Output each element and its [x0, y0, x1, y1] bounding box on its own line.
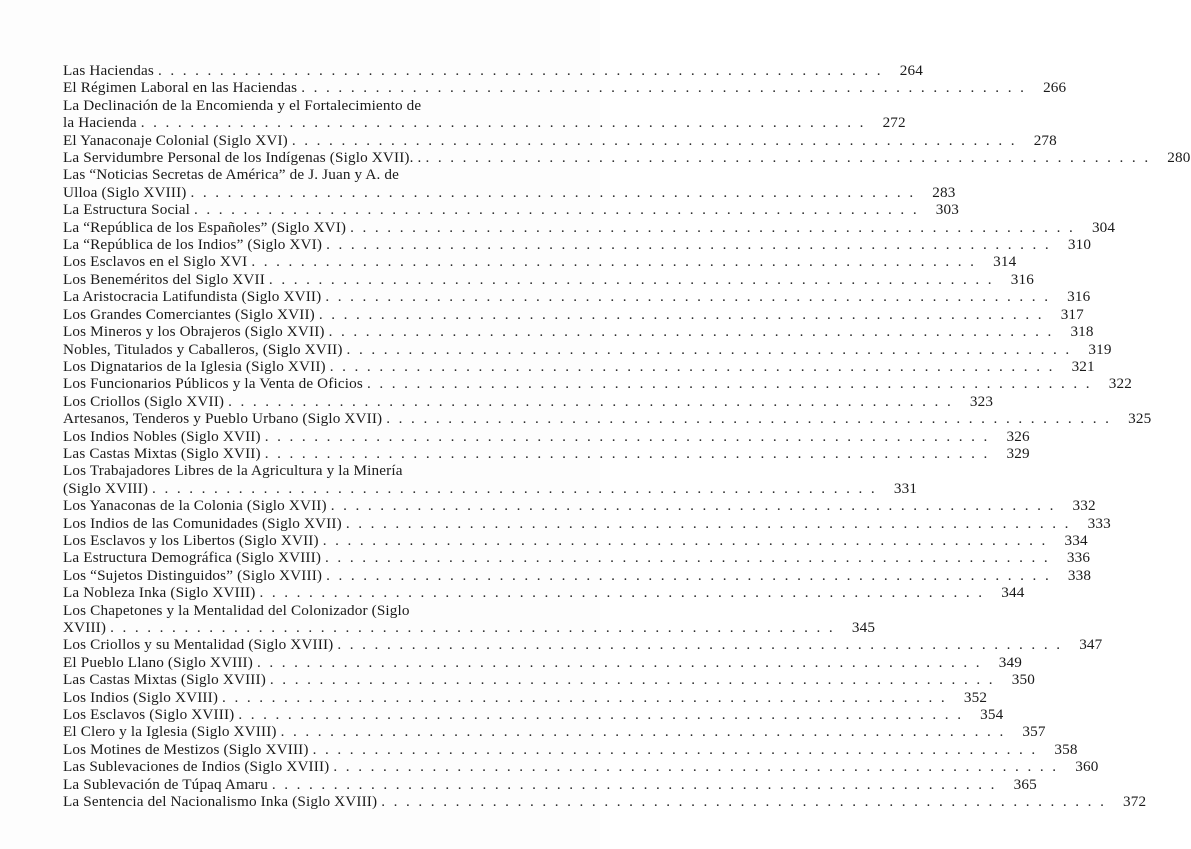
dot-leader: . . . . . . . . . . . . . . . . . . . . . . . . . . . . . . . . . . . . . . . . . . . . . . . . . . . . . . . . . . .: [301, 79, 1027, 97]
dot-leader: . . . . . . . . . . . . . . . . . . . . . . . . . . . . . . . . . . . . . . . . . . . . . . . . . . . . . . . . . . .: [326, 236, 1052, 254]
toc-entry-last-line: [63, 531, 1088, 549]
toc-entry: [63, 671, 1035, 689]
toc-entry: [63, 531, 1088, 549]
dot-leader: . . . . . . . . . . . . . . . . . . . . . . . . . . . . . . . . . . . . . . . . . . . . . . . . . . . . . . . . . . .: [386, 410, 1112, 428]
dot-leader: . . . . . . . . . . . . . . . . . . . . . . . . . . . . . . . . . . . . . . . . . . . . . . . . . . . . . . . . . . .: [366, 375, 1092, 393]
toc-entry-title: Ulloa (Siglo XVIII): [63, 183, 187, 201]
toc-entry-last-line: [63, 444, 1030, 462]
dot-leader: . . . . . . . . . . . . . . . . . . . . . . . . . . . . . . . . . . . . . . . . . . . . . . . . . . . . . . . . . . .: [228, 392, 954, 410]
toc-page-number: 372: [1123, 793, 1147, 811]
toc-entry-last-line: [63, 671, 1035, 689]
toc-entry-title: Los “Sujetos Distinguidos” (Siglo XVIII): [63, 566, 323, 584]
toc-entry-title: La “República de los Españoles” (Siglo XVI): [63, 218, 347, 236]
toc-entry: [63, 653, 1022, 671]
dot-leader: . . . . . . . . . . . . . . . . . . . . . . . . . . . . . . . . . . . . . . . . . . . . . . . . . . . . . . . . . . .: [425, 149, 1151, 167]
toc-entry: [63, 305, 1084, 323]
toc-entry-last-line: [63, 149, 1191, 167]
toc-entry-last-line: [63, 357, 1095, 375]
toc-entry-last-line: [63, 305, 1084, 323]
toc-entry-title: La Sentencia del Nacionalismo Inka (Siglo XVIII): [63, 793, 378, 811]
toc-entry-last-line: [63, 758, 1099, 776]
toc-entry: [63, 444, 1030, 462]
toc-entry-title: Los Grandes Comerciantes (Siglo XVII): [63, 305, 315, 323]
toc-entry-title: la Hacienda: [63, 114, 137, 132]
toc-page-number: 314: [993, 253, 1017, 271]
toc-entry-last-line: [63, 236, 1092, 254]
toc-page-number: 317: [1060, 305, 1084, 323]
dot-leader: . . . . . . . . . . . . . . . . . . . . . . . . . . . . . . . . . . . . . . . . . . . . . . . . . . . . . . . . . . .: [330, 497, 1056, 515]
toc-entry: [63, 636, 1103, 654]
toc-entry: [63, 601, 876, 637]
toc-entry: [63, 410, 1152, 428]
toc-page-number: 358: [1054, 740, 1078, 758]
toc-page-number: 336: [1066, 549, 1091, 567]
toc-entry: [63, 131, 1057, 149]
toc-page-number: 325: [1128, 410, 1152, 428]
toc-entry: [63, 392, 994, 410]
toc-entry-title: XVIII): [63, 619, 107, 636]
toc-entry-title: La Estructura Social: [63, 201, 190, 219]
dot-leader: . . . . . . . . . . . . . . . . . . . . . . . . . . . . . . . . . . . . . . . . . . . . . . . . . . . . . . . . . . .: [322, 531, 1048, 549]
toc-page-number: 316: [1010, 270, 1034, 288]
toc-entry-title: Las Castas Mixtas (Siglo XVII): [63, 444, 261, 462]
toc-entry: [63, 340, 1112, 358]
toc-entry-last-line: [63, 340, 1112, 358]
toc-entry-last-line: [63, 114, 906, 132]
toc-entry-title: Las Haciendas: [63, 62, 154, 79]
toc-entry-last-line: [63, 253, 1017, 271]
dot-leader: . . . . . . . . . . . . . . . . . . . . . . . . . . . . . . . . . . . . . . . . . . . . . . . . . . . . . . . . . . .: [256, 653, 982, 671]
toc-page-number: 329: [1006, 444, 1030, 462]
toc-entry-title: La Sublevación de Túpaq Amaru: [63, 775, 268, 793]
dot-leader: . . . . . . . . . . . . . . . . . . . . . . . . . . . . . . . . . . . . . . . . . . . . . . . . . . . . . . . . . . .: [110, 619, 836, 636]
toc-entry-last-line: [63, 392, 994, 410]
toc-entry: [63, 793, 1147, 811]
toc-entry-last-line: [63, 218, 1116, 236]
toc-entry-title: El Yanaconaje Colonial (Siglo XVI): [63, 131, 288, 149]
dot-leader: . . . . . . . . . . . . . . . . . . . . . . . . . . . . . . . . . . . . . . . . . . . . . . . . . . . . . . . . . . .: [325, 288, 1051, 306]
toc-entry-title: Las Sublevaciones de Indios (Siglo XVIII): [63, 758, 330, 776]
dot-leader: . . . . . . . . . . . . . . . . . . . . . . . . . . . . . . . . . . . . . . . . . . . . . . . . . . . . . . . . . . .: [350, 218, 1076, 236]
toc-entry: [63, 218, 1116, 236]
toc-entry-title: Los Esclavos y los Libertos (Siglo XVII): [63, 531, 319, 549]
toc-page-number: 264: [899, 62, 923, 79]
toc-entry: [63, 706, 1004, 724]
toc-entry: [63, 357, 1095, 375]
dot-leader: . . . . . . . . . . . . . . . . . . . . . . . . . . . . . . . . . . . . . . . . . . . . . . . . . . . . . . . . . . .: [264, 444, 990, 462]
toc-entry-last-line: [63, 514, 1111, 532]
toc-entry-title: Los Motines de Mestizos (Siglo XVIII): [63, 740, 309, 758]
toc-entry-title: Los Indios de las Comunidades (Siglo XVII): [63, 514, 342, 532]
toc-page-number: 310: [1067, 236, 1092, 254]
toc-entry-title: La Nobleza Inka (Siglo XVIII): [63, 584, 256, 602]
dot-leader: . . . . . . . . . . . . . . . . . . . . . . . . . . . . . . . . . . . . . . . . . . . . . . . . . . . . . . . . . . .: [333, 758, 1059, 776]
toc-entry-last-line: [63, 549, 1091, 567]
toc-entry-last-line: [63, 79, 1067, 97]
toc-entry-last-line: [63, 62, 923, 79]
toc-entry-last-line: [63, 740, 1078, 758]
toc-entry: [63, 236, 1092, 254]
toc-entry-title: Los Beneméritos del Siglo XVII: [63, 270, 265, 288]
dot-leader: . . . . . . . . . . . . . . . . . . . . . . . . . . . . . . . . . . . . . . . . . . . . . . . . . . . . . . . . . . .: [251, 253, 977, 271]
dot-leader: . . . . . . . . . . . . . . . . . . . . . . . . . . . . . . . . . . . . . . . . . . . . . . . . . . . . . . . . . . .: [259, 584, 985, 602]
toc-entry-title: Los Esclavos en el Siglo XVI: [63, 253, 248, 271]
toc-entry-title-line: Las “Noticias Secretas de América” de J. Juan y A. de: [63, 166, 400, 184]
toc-entry: [63, 584, 1025, 602]
toc-page-number: 347: [1079, 636, 1103, 654]
toc-page-number: 326: [1006, 427, 1030, 445]
toc-entry: [63, 270, 1034, 288]
toc-entry: [63, 375, 1132, 393]
toc-entry: [63, 323, 1094, 341]
toc-entry: [63, 427, 1030, 445]
toc-entry-last-line: [63, 688, 988, 706]
toc-entry: [63, 549, 1091, 567]
dot-leader: . . . . . . . . . . . . . . . . . . . . . . . . . . . . . . . . . . . . . . . . . . . . . . . . . . . . . . . . . . .: [190, 183, 916, 201]
toc-page-number: 349: [998, 653, 1022, 671]
toc-entry-title-line: La Declinación de la Encomienda y el Fortalecimiento de: [63, 96, 422, 114]
toc-entry-title: El Clero y la Iglesia (Siglo XVIII): [63, 723, 277, 741]
toc-page-number: 332: [1072, 497, 1096, 515]
toc-entry-title: El Pueblo Llano (Siglo XVIII): [63, 653, 253, 671]
toc-page-number: 333: [1087, 514, 1111, 532]
dot-leader: . . . . . . . . . . . . . . . . . . . . . . . . . . . . . . . . . . . . . . . . . . . . . . . . . . . . . . . . . . .: [312, 740, 1038, 758]
toc-entry: [63, 79, 1067, 97]
toc-entry: [63, 96, 906, 132]
toc-entry: [63, 497, 1096, 515]
toc-page-number: 357: [1022, 723, 1046, 741]
toc-page-number: 319: [1088, 340, 1112, 358]
toc-page-number: 345: [851, 619, 876, 636]
toc-entry-title: Los Indios Nobles (Siglo XVII): [63, 427, 261, 445]
toc-entry-last-line: [63, 131, 1057, 149]
toc-entry-title: Artesanos, Tenderos y Pueblo Urbano (Siglo XVII): [63, 410, 383, 428]
dot-leader: . . . . . . . . . . . . . . . . . . . . . . . . . . . . . . . . . . . . . . . . . . . . . . . . . . . . . . . . . . .: [140, 114, 866, 132]
toc-page-number: 272: [882, 114, 906, 132]
dot-leader: . . . . . . . . . . . . . . . . . . . . . . . . . . . . . . . . . . . . . . . . . . . . . . . . . . . . . . . . . . .: [381, 793, 1107, 811]
toc-entry-last-line: [63, 183, 956, 201]
toc-page-number: 283: [932, 183, 956, 201]
toc-entry-title: La “República de los Indios” (Siglo XVI): [63, 236, 323, 254]
toc-entry: [63, 758, 1099, 776]
toc-entry-title: Los Funcionarios Públicos y la Venta de Oficios: [63, 375, 363, 393]
toc-entry-title: El Régimen Laboral en las Haciendas: [63, 79, 298, 97]
toc-entry: [63, 462, 918, 497]
toc-entry: [63, 166, 956, 201]
toc-entry-last-line: [63, 410, 1152, 428]
toc-entry-last-line: [63, 723, 1046, 741]
toc-entry: [63, 775, 1037, 793]
toc-page-number: 365: [1013, 775, 1037, 793]
toc-entry-last-line: [63, 323, 1094, 341]
toc-page-number: 334: [1064, 531, 1088, 549]
dot-leader: . . . . . . . . . . . . . . . . . . . . . . . . . . . . . . . . . . . . . . . . . . . . . . . . . . . . . . . . . . .: [329, 357, 1055, 375]
dot-leader: . . . . . . . . . . . . . . . . . . . . . . . . . . . . . . . . . . . . . . . . . . . . . . . . . . . . . . . . . . .: [271, 775, 997, 793]
toc-entry: [63, 62, 923, 79]
toc-page-number: 350: [1011, 671, 1035, 689]
toc-page-number: 354: [980, 706, 1004, 724]
toc-entry: [63, 740, 1078, 758]
toc-entry: [63, 566, 1092, 584]
dot-leader: . . . . . . . . . . . . . . . . . . . . . . . . . . . . . . . . . . . . . . . . . . . . . . . . . . . . . . . . . . .: [328, 323, 1054, 341]
toc-entry-title: Los Indios (Siglo XVIII): [63, 688, 219, 706]
toc-page-number: 338: [1067, 566, 1092, 584]
toc-entry-last-line: [63, 201, 960, 219]
toc-page-number: 322: [1108, 375, 1132, 393]
dot-leader: . . . . . . . . . . . . . . . . . . . . . . . . . . . . . . . . . . . . . . . . . . . . . . . . . . . . . . . . . . .: [291, 131, 1017, 149]
dot-leader: . . . . . . . . . . . . . . . . . . . . . . . . . . . . . . . . . . . . . . . . . . . . . . . . . . . . . . . . . . .: [157, 62, 883, 79]
toc-entry-title-line: Los Chapetones y la Mentalidad del Colonizador (Siglo: [63, 601, 410, 619]
dot-leader: . . . . . . . . . . . . . . . . . . . . . . . . . . . . . . . . . . . . . . . . . . . . . . . . . . . . . . . . . . .: [193, 201, 920, 219]
toc-entry-title: La Aristocracia Latifundista (Siglo XVII): [63, 288, 322, 306]
toc-page-number: 316: [1067, 288, 1091, 306]
toc-entry: [63, 514, 1111, 532]
dot-leader: . . . . . . . . . . . . . . . . . . . . . . . . . . . . . . . . . . . . . . . . . . . . . . . . . . . . . . . . . . .: [346, 340, 1072, 358]
toc-page-number: 323: [969, 392, 994, 410]
toc-entry-title: Los Criollos (Siglo XVII): [63, 392, 225, 410]
toc-entry: [63, 688, 988, 706]
toc-entry-last-line: [63, 584, 1025, 602]
toc-entry-last-line: [63, 653, 1022, 671]
toc-entry-title: Nobles, Titulados y Caballeros, (Siglo XVII): [63, 340, 343, 358]
dot-leader: . . . . . . . . . . . . . . . . . . . . . . . . . . . . . . . . . . . . . . . . . . . . . . . . . . . . . . . . . . .: [268, 270, 994, 288]
toc-entry-last-line: [63, 288, 1091, 306]
toc-page-number: 344: [1001, 584, 1025, 602]
toc-entry-last-line: [63, 619, 876, 636]
toc-entry: [63, 253, 1017, 271]
toc-page-number: 266: [1043, 79, 1067, 97]
toc-entry: [63, 723, 1046, 741]
toc-entry-last-line: [63, 706, 1004, 724]
dot-leader: . . . . . . . . . . . . . . . . . . . . . . . . . . . . . . . . . . . . . . . . . . . . . . . . . . . . . . . . . . .: [222, 688, 948, 706]
toc-page-number: 304: [1091, 218, 1116, 236]
dot-leader: . . . . . . . . . . . . . . . . . . . . . . . . . . . . . . . . . . . . . . . . . . . . . . . . . . . . . . . . . . .: [325, 549, 1051, 567]
toc-entry-last-line: [63, 793, 1147, 811]
toc-entry-title: La Estructura Demográfica (Siglo XVIII): [63, 549, 322, 567]
table-of-contents: [63, 62, 1191, 811]
toc-page-number: 318: [1070, 323, 1094, 341]
dot-leader: . . . . . . . . . . . . . . . . . . . . . . . . . . . . . . . . . . . . . . . . . . . . . . . . . . . . . . . . . . .: [280, 723, 1006, 741]
toc-entry: [63, 201, 960, 219]
toc-entry-title: Los Criollos y su Mentalidad (Siglo XVIII): [63, 636, 334, 654]
toc-page-number: 352: [963, 688, 988, 706]
toc-page-number: 303: [935, 201, 960, 219]
toc-page-number: 278: [1033, 131, 1057, 149]
dot-leader: . . . . . . . . . . . . . . . . . . . . . . . . . . . . . . . . . . . . . . . . . . . . . . . . . . . . . . . . . . .: [264, 427, 990, 445]
toc-entry-last-line: [63, 497, 1096, 515]
toc-entry-title-line: Los Trabajadores Libres de la Agricultura y la Minería: [63, 462, 403, 480]
toc-entry-last-line: [63, 775, 1037, 793]
toc-entry-last-line: [63, 479, 918, 497]
toc-entry: [63, 149, 1191, 167]
toc-entry-title: Los Dignatarios de la Iglesia (Siglo XVII): [63, 357, 326, 375]
dot-leader: . . . . . . . . . . . . . . . . . . . . . . . . . . . . . . . . . . . . . . . . . . . . . . . . . . . . . . . . . . .: [269, 671, 995, 689]
toc-entry-last-line: [63, 566, 1092, 584]
dot-leader: . . . . . . . . . . . . . . . . . . . . . . . . . . . . . . . . . . . . . . . . . . . . . . . . . . . . . . . . . . .: [345, 514, 1071, 532]
dot-leader: . . . . . . . . . . . . . . . . . . . . . . . . . . . . . . . . . . . . . . . . . . . . . . . . . . . . . . . . . . .: [238, 706, 964, 724]
toc-entry-title: Los Yanaconas de la Colonia (Siglo XVII): [63, 497, 327, 515]
toc-page-number: 360: [1075, 758, 1099, 776]
toc-page-number: 331: [893, 479, 918, 497]
toc-entry-last-line: [63, 375, 1132, 393]
toc-page-number: 321: [1071, 357, 1095, 375]
toc-entry-last-line: [63, 427, 1030, 445]
toc-entry-last-line: [63, 270, 1034, 288]
toc-entry-last-line: [63, 636, 1103, 654]
toc-entry-title: (Siglo XVIII): [63, 479, 149, 497]
dot-leader: . . . . . . . . . . . . . . . . . . . . . . . . . . . . . . . . . . . . . . . . . . . . . . . . . . . . . . . . . . .: [326, 566, 1052, 584]
toc-entry: [63, 288, 1091, 306]
toc-entry-title: Los Mineros y los Obrajeros (Siglo XVII): [63, 323, 325, 341]
dot-leader: . . . . . . . . . . . . . . . . . . . . . . . . . . . . . . . . . . . . . . . . . . . . . . . . . . . . . . . . . . .: [152, 479, 878, 497]
toc-entry-title: La Servidumbre Personal de los Indígenas (Siglo XVII). .: [63, 149, 422, 167]
dot-leader: . . . . . . . . . . . . . . . . . . . . . . . . . . . . . . . . . . . . . . . . . . . . . . . . . . . . . . . . . . .: [318, 305, 1044, 323]
dot-leader: . . . . . . . . . . . . . . . . . . . . . . . . . . . . . . . . . . . . . . . . . . . . . . . . . . . . . . . . . . .: [337, 636, 1063, 654]
toc-entry-title: Los Esclavos (Siglo XVIII): [63, 706, 235, 724]
toc-entry-title: Las Castas Mixtas (Siglo XVIII): [63, 671, 266, 689]
toc-page-number: 280: [1167, 149, 1191, 167]
